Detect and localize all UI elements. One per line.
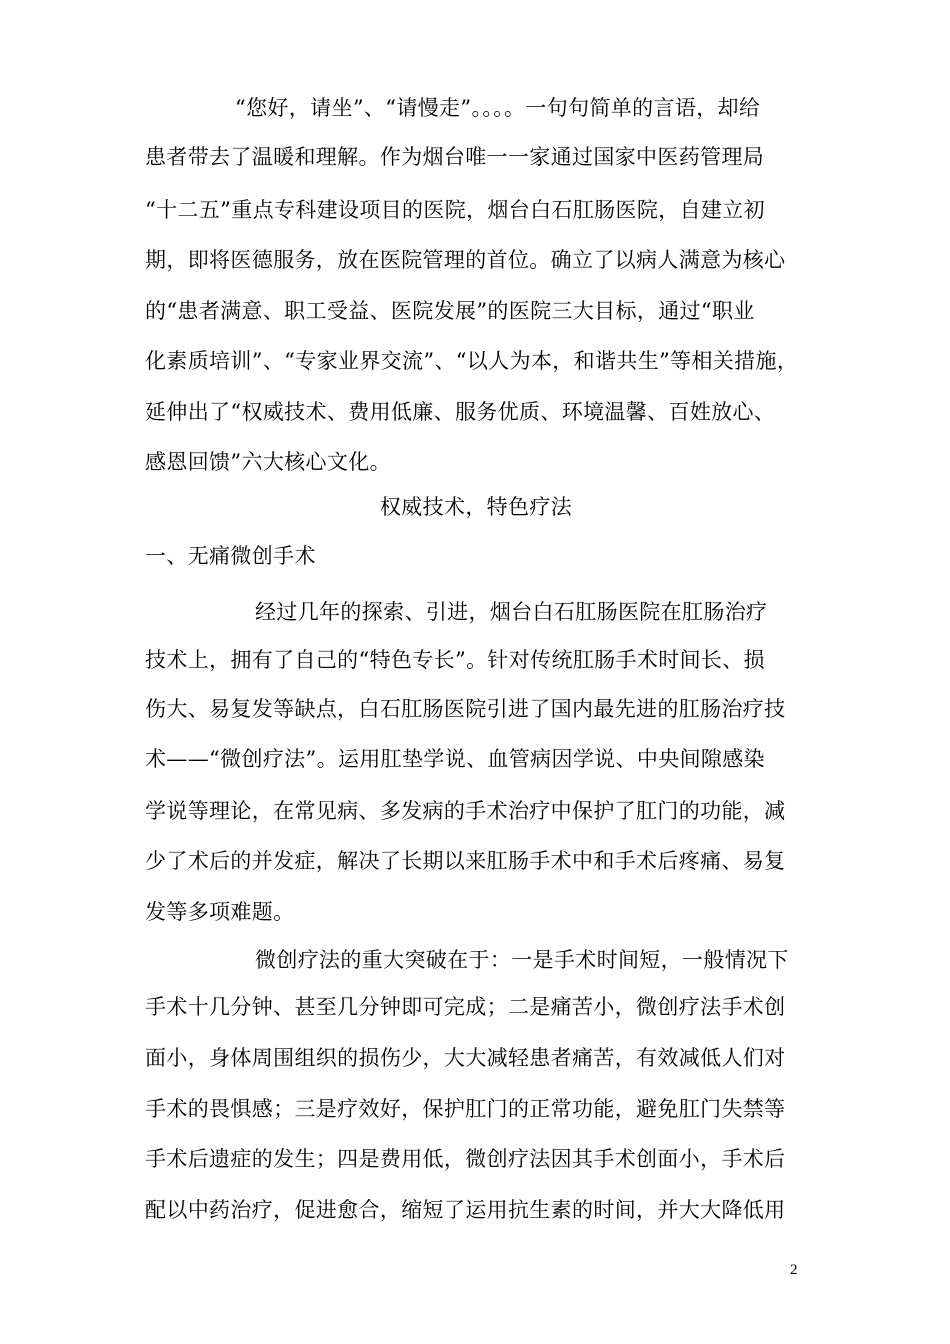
paragraph-1-line-1: “您好，请坐”、“请慢走”。。。。一句句简单的言语，却给 [235, 96, 761, 120]
paragraph-3-line-5: 手术后遗症的发生；四是费用低，微创疗法因其手术创面小，手术后 [145, 1147, 786, 1171]
section-title: 权威技术，特色疗法 [379, 495, 573, 519]
paragraph-1-line-7: 延伸出了“权威技术、费用低廉、服务优质、环境温馨、百姓放心、 [145, 400, 776, 424]
paragraph-1-line-5: 的“患者满意、职工受益、医院发展”的医院三大目标，通过“职业 [145, 299, 755, 323]
paragraph-2-line-3: 伤大、易复发等缺点，白石肛肠医院引进了国内最先进的肛肠治疗技 [145, 697, 786, 721]
paragraph-3-line-2: 手术十几分钟、甚至几分钟即可完成；二是痛苦小，微创疗法手术创 [145, 995, 786, 1019]
page-number: 2 [790, 1262, 798, 1278]
paragraph-2-line-7: 发等多项难题。 [145, 900, 295, 924]
paragraph-1-line-4: 期，即将医德服务，放在医院管理的首位。确立了以病人满意为核心 [145, 248, 786, 272]
paragraph-3-line-4: 手术的畏惧感；三是疗效好，保护肛门的正常功能，避免肛门失禁等 [145, 1097, 786, 1121]
paragraph-1-line-2: 患者带去了温暖和理解。作为烟台唯一一家通过国家中医药管理局 [145, 145, 765, 169]
paragraph-2-line-4: 术——“微创疗法”。运用肛垫学说、血管病因学说、中央间隙感染 [145, 747, 765, 771]
paragraph-3-line-1: 微创疗法的重大突破在于：一是手术时间短，一般情况下 [255, 948, 789, 972]
paragraph-3-line-6: 配以中药治疗，促进愈合，缩短了运用抗生素的时间，并大大降低用 [145, 1198, 786, 1222]
subsection-title: 一、无痛微创手术 [145, 544, 316, 568]
paragraph-1-line-8: 感恩回馈”六大核心文化。 [145, 450, 391, 474]
paragraph-2-line-2: 技术上，拥有了自己的“特色专长”。针对传统肛肠手术时间长、损 [145, 648, 765, 672]
paragraph-1-line-6: 化素质培训”、“专家业界交流”、“以人为本，和谐共生”等相关措施， [145, 349, 799, 373]
paragraph-2-line-5: 学说等理论，在常见病、多发病的手术治疗中保护了肛门的功能，减 [145, 799, 786, 823]
paragraph-3-line-3: 面小，身体周围组织的损伤少，大大减轻患者痛苦，有效减低人们对 [145, 1046, 786, 1070]
paragraph-2-line-6: 少了术后的并发症，解决了长期以来肛肠手术中和手术后疼痛、易复 [145, 849, 786, 873]
paragraph-1-line-3: “十二五”重点专科建设项目的医院，烟台白石肛肠医院，自建立初 [145, 198, 765, 222]
paragraph-2-line-1: 经过几年的探索、引进，烟台白石肛肠医院在肛肠治疗 [255, 600, 768, 624]
